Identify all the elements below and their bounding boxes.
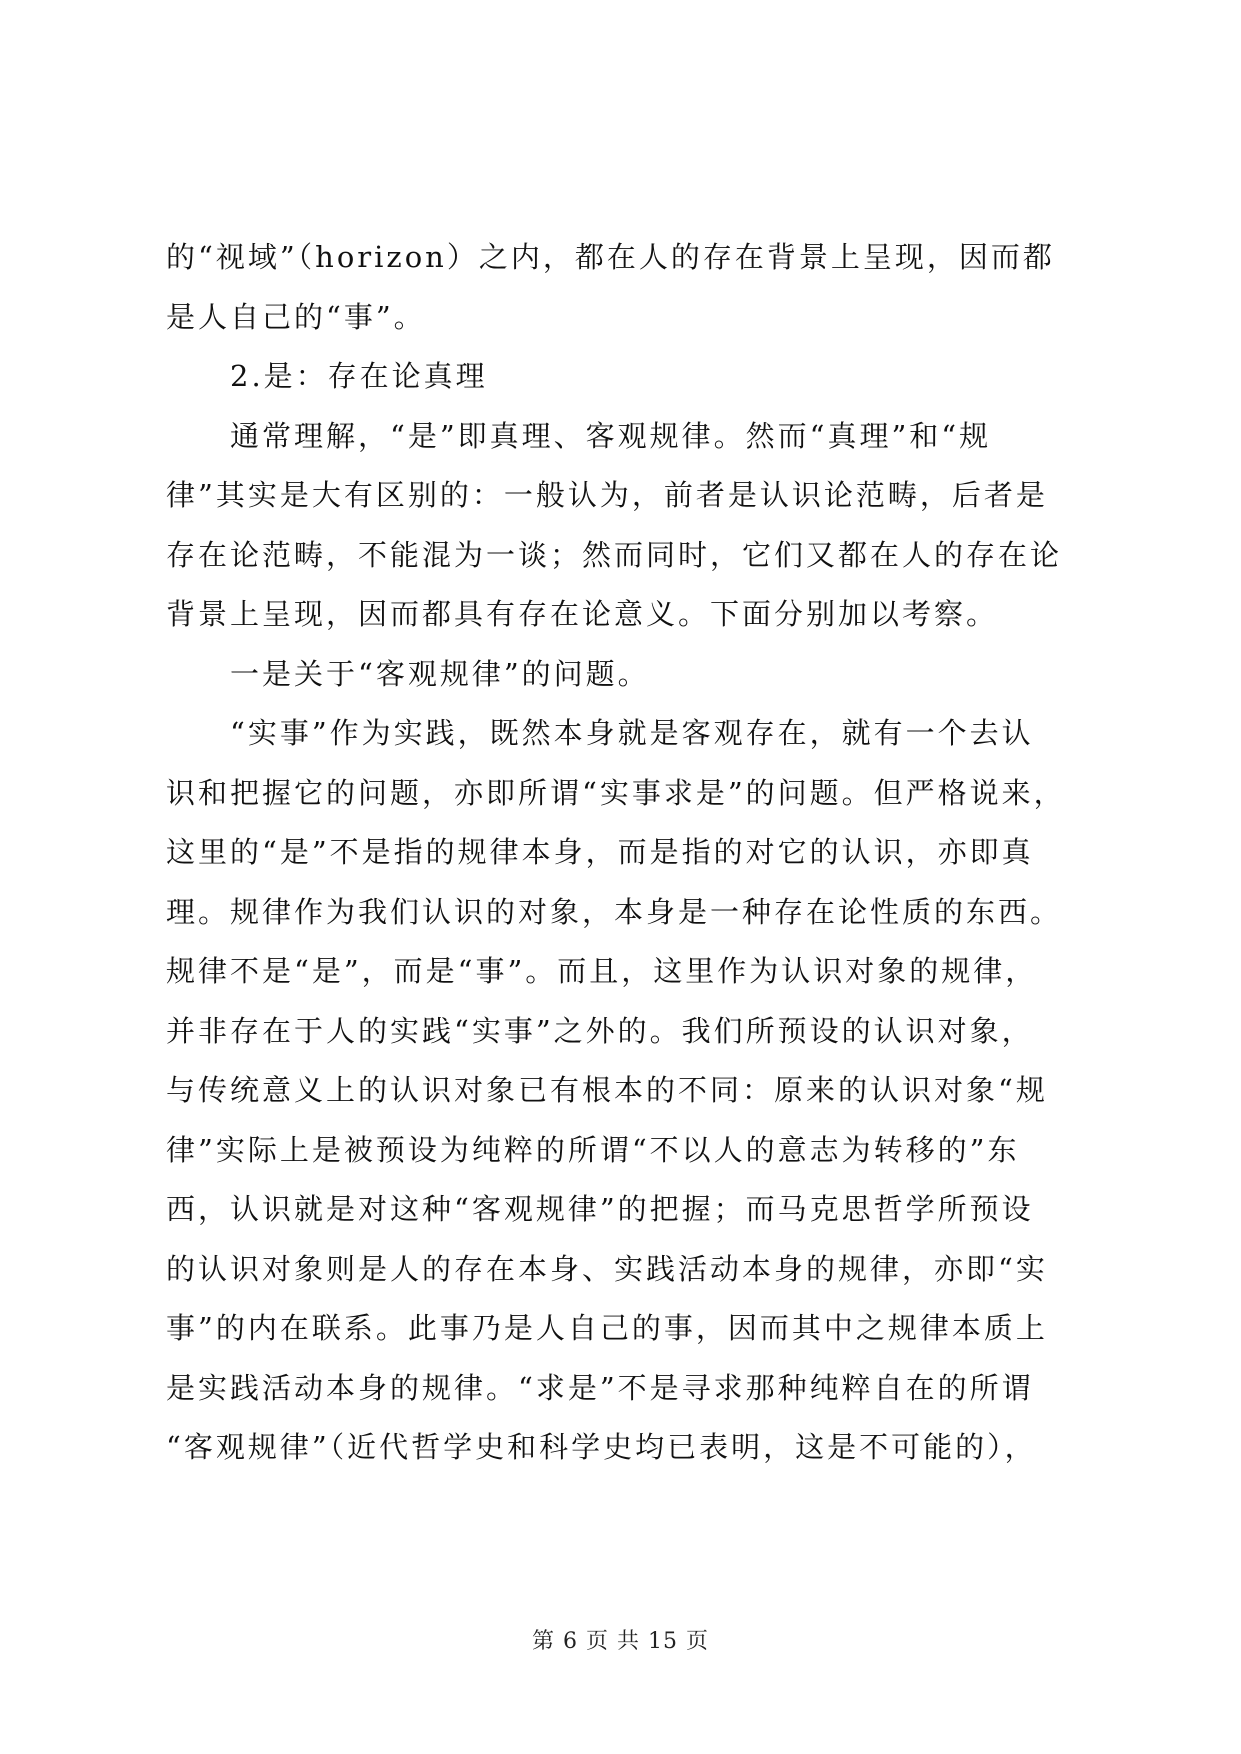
text-line: 西，认识就是对这种“客观规律”的把握；而马克思哲学所预设	[166, 1192, 1034, 1226]
text-line: 是人自己的“事”。	[166, 299, 426, 334]
text-line: 的认识对象则是人的存在本身、实践活动本身的规律，亦即“实	[166, 1251, 1048, 1286]
text-line: 律”实际上是被预设为纯粹的所谓“不以人的意志为转移的”东	[166, 1132, 1020, 1167]
text-line: 通常理解，“是”即真理、客观规律。然而“真理”和“规	[230, 418, 992, 453]
text-line: 背景上呈现，因而都具有存在论意义。下面分别加以考察。	[166, 597, 999, 631]
text-line: 事”的内在联系。此事乃是人自己的事，因而其中之规律本质上	[166, 1311, 1048, 1345]
text-line: 一是关于“客观规律”的问题。	[230, 656, 650, 691]
body-text	[166, 228, 1086, 1478]
text-line: 律”其实是大有区别的：一般认为，前者是认识论范畴，后者是	[166, 478, 1048, 512]
text-line: “客观规律”（近代哲学史和科学史均已表明，这是不可能的），	[166, 1430, 1037, 1464]
text-line: 这里的“是”不是指的规律本身，而是指的对它的认识，亦即真	[166, 835, 1034, 869]
text-line: “实事”作为实践，既然本身就是客观存在，就有一个去认	[230, 716, 1034, 750]
text-line: 的“视域”（horizon）之内，都在人的存在背景上呈现，因而都	[166, 240, 1055, 274]
text-line: 并非存在于人的实践“实事”之外的。我们所预设的认识对象，	[166, 1013, 1034, 1048]
text-line: 存在论范畴，不能混为一谈；然而同时，它们又都在人的存在论	[166, 537, 1063, 572]
text-line: 识和把握它的问题，亦即所谓“实事求是”的问题。但严格说来，	[166, 775, 1066, 810]
text-line: 规律不是“是”，而是“事”。而且，这里作为认识对象的规律，	[166, 954, 1038, 988]
text-line: 是实践活动本身的规律。“求是”不是寻求那种纯粹自在的所谓	[166, 1370, 1034, 1405]
section-heading: 2.是：存在论真理	[230, 359, 488, 393]
page-number-footer: 第 6 页 共 15 页	[532, 1629, 709, 1654]
text-line: 理。规律作为我们认识的对象，本身是一种存在论性质的东西。	[166, 894, 1063, 929]
text-line: 与传统意义上的认识对象已有根本的不同：原来的认识对象“规	[166, 1073, 1048, 1107]
